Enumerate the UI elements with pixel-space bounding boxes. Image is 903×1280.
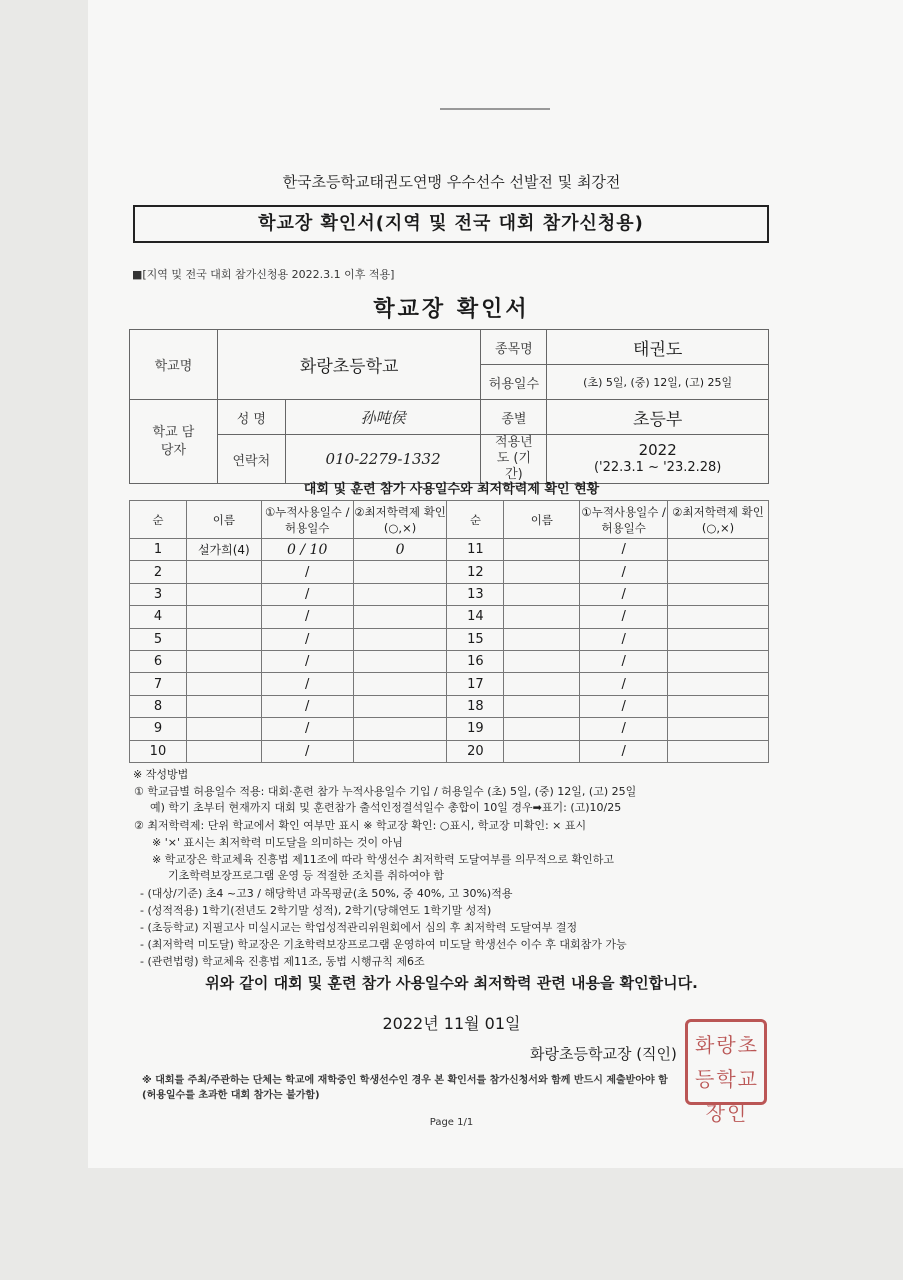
cell-name	[504, 583, 580, 605]
form-box-title: 학교장 확인서(지역 및 전국 대회 참가신청용)	[133, 205, 769, 243]
form-title: 학교장 확인서	[373, 297, 530, 322]
cell-check	[668, 583, 769, 605]
col-days: ①누적사용일수 /허용일수	[261, 501, 353, 539]
contact-label: 연락처	[217, 435, 285, 484]
cell-no: 15	[447, 628, 504, 650]
cell-name	[186, 673, 261, 695]
section-title: 대회 및 훈련 참가 사용일수와 최저학력제 확인 현황	[303, 482, 600, 497]
event-title: 한국초등학교태권도연맹 우수선수 선발전 및 최강전	[282, 173, 621, 191]
cell-name	[504, 718, 580, 740]
col-check: ②최저학력제 확인(○,×)	[353, 501, 447, 539]
cell-days: /	[580, 539, 668, 561]
cell-days: /	[261, 695, 353, 717]
table-row	[130, 583, 769, 605]
instruction-line: - (초등학교) 지필고사 미실시교는 학업성적관리위원회에서 심의 후 최저학력 도달여부 결정	[140, 921, 578, 934]
seal-text: 화랑초등학교장인	[695, 1033, 759, 1125]
cell-name	[504, 695, 580, 717]
cell-check	[353, 673, 447, 695]
cell-days: /	[261, 606, 353, 628]
instruction-line: ※ '×' 표시는 최저학력 미도달을 의미하는 것이 아님	[152, 836, 403, 849]
table-row	[130, 606, 769, 628]
cell-name	[186, 650, 261, 672]
cell-check	[668, 539, 769, 561]
cell-name	[504, 539, 580, 561]
footnote-line-2: (허용일수를 초과한 대회 참가는 불가함)	[142, 1090, 320, 1101]
cell-days: /	[580, 650, 668, 672]
cell-check	[353, 695, 447, 717]
cell-check	[353, 718, 447, 740]
table-row	[130, 718, 769, 740]
allow-label: 허용일수	[481, 365, 547, 400]
cell-days: /	[580, 561, 668, 583]
cell-no: 8	[130, 695, 187, 717]
col-name: 이름	[504, 501, 580, 539]
cell-days: /	[261, 583, 353, 605]
year-cell	[547, 435, 769, 484]
confirm-statement: 위와 같이 대회 및 훈련 참가 사용일수와 최저학력 관련 내용을 확인합니다.	[205, 974, 698, 992]
cell-days: /	[580, 695, 668, 717]
cell-name	[186, 606, 261, 628]
cell-check: 0	[353, 539, 447, 561]
cell-no: 2	[130, 561, 187, 583]
sport-label: 종목명	[481, 330, 547, 365]
cell-no: 19	[447, 718, 504, 740]
cell-name	[186, 740, 261, 762]
cell-name	[186, 628, 261, 650]
allow-value: (초) 5일, (중) 12일, (고) 25일	[547, 365, 769, 400]
cell-days: /	[580, 628, 668, 650]
footnote-line-1: ※ 대회를 주최/주관하는 단체는 학교에 재학중인 학생선수인 경우 본 확인서를 참가신청서와 함께 반드시 제출받아야 함	[142, 1075, 668, 1086]
cell-no: 3	[130, 583, 187, 605]
top-rule	[440, 108, 550, 110]
cell-days: /	[261, 673, 353, 695]
cell-days: /	[261, 740, 353, 762]
year-label: 적용년도 (기간)	[481, 435, 547, 484]
cell-no: 6	[130, 650, 187, 672]
col-no: 순	[130, 501, 187, 539]
cell-no: 18	[447, 695, 504, 717]
cell-days: /	[261, 561, 353, 583]
table-row	[130, 695, 769, 717]
cell-name	[504, 740, 580, 762]
period-value: ('22.3.1 ~ '23.2.28)	[593, 460, 722, 475]
cell-days: /	[580, 583, 668, 605]
cell-no: 7	[130, 673, 187, 695]
cell-no: 16	[447, 650, 504, 672]
method-title: ※ 작성방법	[133, 768, 189, 781]
col-no: 순	[447, 501, 504, 539]
cell-no: 4	[130, 606, 187, 628]
instruction-line: 예) 학기 초부터 현재까지 대회 및 훈련참가 출석인정결석일수 총합이 10일 경우➡표기: (고)10/25	[150, 801, 622, 814]
cell-days: /	[261, 650, 353, 672]
cell-name	[504, 606, 580, 628]
cell-name	[504, 628, 580, 650]
cell-no: 10	[130, 740, 187, 762]
cell-check	[668, 628, 769, 650]
info-table	[129, 329, 769, 484]
manager-label: 학교 담당자	[130, 400, 218, 484]
cell-no: 1	[130, 539, 187, 561]
cell-check	[353, 650, 447, 672]
table-row	[130, 561, 769, 583]
instruction-line: ② 최저학력제: 단위 학교에서 확인 여부만 표시 ※ 학교장 확인: ○표시, 학교장 미확인: × 표시	[134, 819, 587, 832]
col-name: 이름	[186, 501, 261, 539]
participation-table	[129, 500, 769, 763]
cell-name	[504, 561, 580, 583]
col-check: ②최저학력제 확인(○,×)	[668, 501, 769, 539]
cell-check	[668, 695, 769, 717]
instruction-line: ※ 학교장은 학교체육 진흥법 제11조에 따라 학생선수 최저학력 도달여부를 의무적으로 확인하고	[152, 853, 614, 866]
cell-no: 20	[447, 740, 504, 762]
cell-check	[353, 628, 447, 650]
table-row	[130, 539, 769, 561]
cell-no: 14	[447, 606, 504, 628]
school-seal-stamp	[685, 1019, 767, 1125]
instruction-line: - (관련법령) 학교체육 진흥법 제11조, 동법 시행규칙 제6조	[140, 955, 425, 968]
school-value: 화랑초등학교	[217, 330, 481, 400]
footnote	[142, 1073, 668, 1103]
contact-value: 010-2279-1332	[285, 435, 481, 484]
table-row	[130, 628, 769, 650]
name-label: 성 명	[217, 400, 285, 435]
cell-check	[668, 650, 769, 672]
sport-value: 태권도	[547, 330, 769, 365]
cell-no: 11	[447, 539, 504, 561]
cell-check	[668, 740, 769, 762]
cell-check	[353, 740, 447, 762]
cell-check	[668, 718, 769, 740]
principal-signature: 화랑초등학교장 (직인)	[530, 1045, 677, 1063]
instruction-line: ① 학교급별 허용일수 적용: 대회·훈련 참가 누적사용일수 기입 / 허용일수 (초) 5일, (중) 12일, (고) 25일	[134, 785, 637, 798]
table-row	[130, 673, 769, 695]
table-row	[130, 650, 769, 672]
cell-name	[186, 695, 261, 717]
cell-check	[668, 561, 769, 583]
cell-no: 13	[447, 583, 504, 605]
cell-no: 12	[447, 561, 504, 583]
instruction-line: 기초학력보장프로그램 운영 등 적절한 조치를 취하여야 함	[168, 869, 445, 882]
cell-check	[353, 583, 447, 605]
cell-name: 설가희(4)	[186, 539, 261, 561]
cell-check	[353, 561, 447, 583]
school-label: 학교명	[130, 330, 218, 400]
cell-name	[504, 650, 580, 672]
cell-days: /	[580, 606, 668, 628]
cell-name	[186, 583, 261, 605]
instruction-line: - (최저학력 미도달) 학교장은 기초학력보장프로그램 운영하여 미도달 학생선수 이수 후 대회참가 가능	[140, 938, 627, 951]
cell-days: /	[261, 628, 353, 650]
issue-date: 2022년 11월 01일	[382, 1014, 521, 1033]
category-label: 종별	[481, 400, 547, 435]
page-number: Page 1/1	[429, 1117, 474, 1128]
cell-check	[353, 606, 447, 628]
instruction-line: - (성적적용) 1학기(전년도 2학기말 성적), 2학기(당해연도 1학기말 성적)	[140, 904, 492, 917]
cell-check	[668, 673, 769, 695]
cell-name	[186, 561, 261, 583]
cell-days: 0 / 10	[261, 539, 353, 561]
col-days: ①누적사용일수 /허용일수	[580, 501, 668, 539]
cell-days: /	[580, 718, 668, 740]
cell-name	[504, 673, 580, 695]
cell-no: 9	[130, 718, 187, 740]
name-value: 孙吨侯	[285, 400, 481, 435]
cell-days: /	[580, 673, 668, 695]
notice-text: ■[지역 및 전국 대회 참가신청용 2022.3.1 이후 적용]	[132, 268, 395, 281]
instruction-line: - (대상/기준) 초4 ~고3 / 해당학년 과목평균(초 50%, 중 40%, 고 30%)적용	[140, 887, 513, 900]
cell-no: 5	[130, 628, 187, 650]
cell-check	[668, 606, 769, 628]
cell-name	[186, 718, 261, 740]
cell-days: /	[580, 740, 668, 762]
cell-days: /	[261, 718, 353, 740]
table-row	[130, 740, 769, 762]
year-value: 2022	[638, 441, 677, 459]
cell-no: 17	[447, 673, 504, 695]
category-value: 초등부	[547, 400, 769, 435]
